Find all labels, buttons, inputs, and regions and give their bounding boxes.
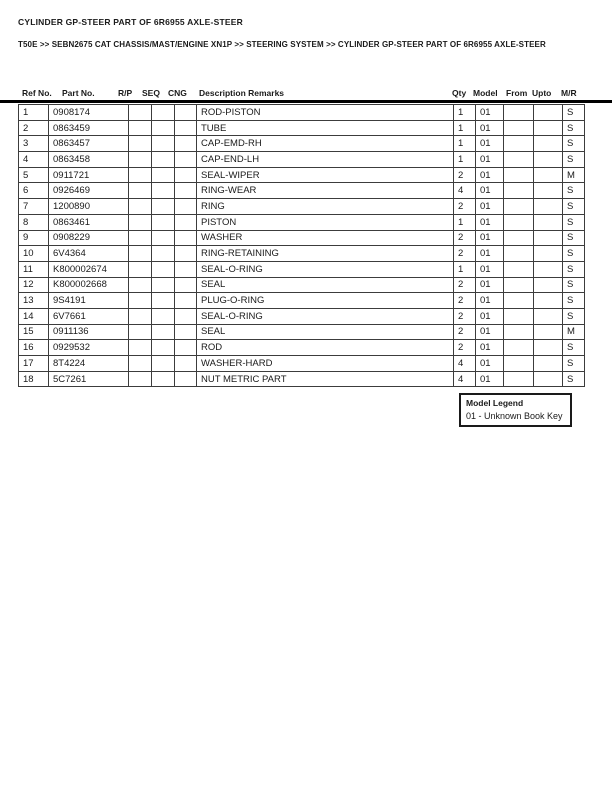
rp-cell <box>129 214 152 230</box>
column-header-qty: Qty <box>452 88 467 98</box>
page-title: CYLINDER GP-STEER PART OF 6R6955 AXLE-STEER <box>18 17 243 27</box>
rp-cell <box>129 105 152 121</box>
column-header-ref-no: Ref No. <box>22 88 52 98</box>
table-row <box>19 167 585 183</box>
rp-cell <box>129 167 152 183</box>
description-cell: WASHER <box>197 230 454 246</box>
part-no-cell: 5C7261 <box>49 371 129 387</box>
from-cell <box>504 105 534 121</box>
qty-cell: 4 <box>454 183 476 199</box>
ref-no-cell: 12 <box>19 277 49 293</box>
description-cell: SEAL-O-RING <box>197 308 454 324</box>
cng-cell <box>175 152 197 168</box>
from-cell <box>504 308 534 324</box>
table-row <box>19 152 585 168</box>
table-row <box>19 261 585 277</box>
qty-cell: 2 <box>454 293 476 309</box>
upto-cell <box>534 136 563 152</box>
upto-cell <box>534 152 563 168</box>
from-cell <box>504 230 534 246</box>
upto-cell <box>534 261 563 277</box>
seq-cell <box>152 105 175 121</box>
parts-table <box>18 104 585 387</box>
rp-cell <box>129 199 152 215</box>
cng-cell <box>175 324 197 340</box>
seq-cell <box>152 246 175 262</box>
description-cell: CAP-END-LH <box>197 152 454 168</box>
rp-cell <box>129 324 152 340</box>
rp-cell <box>129 136 152 152</box>
model-cell: 01 <box>476 214 504 230</box>
mr-cell: S <box>563 340 585 356</box>
from-cell <box>504 214 534 230</box>
ref-no-cell: 16 <box>19 340 49 356</box>
model-cell: 01 <box>476 136 504 152</box>
upto-cell <box>534 324 563 340</box>
upto-cell <box>534 308 563 324</box>
cng-cell <box>175 167 197 183</box>
rp-cell <box>129 246 152 262</box>
ref-no-cell: 18 <box>19 371 49 387</box>
upto-cell <box>534 120 563 136</box>
mr-cell: S <box>563 356 585 372</box>
model-cell: 01 <box>476 324 504 340</box>
part-no-cell: 0926469 <box>49 183 129 199</box>
rp-cell <box>129 356 152 372</box>
rp-cell <box>129 277 152 293</box>
qty-cell: 2 <box>454 246 476 262</box>
table-row <box>19 199 585 215</box>
rp-cell <box>129 261 152 277</box>
model-cell: 01 <box>476 246 504 262</box>
description-cell: SEAL <box>197 324 454 340</box>
seq-cell <box>152 324 175 340</box>
mr-cell: M <box>563 324 585 340</box>
qty-cell: 2 <box>454 199 476 215</box>
ref-no-cell: 2 <box>19 120 49 136</box>
qty-cell: 2 <box>454 308 476 324</box>
seq-cell <box>152 167 175 183</box>
seq-cell <box>152 230 175 246</box>
qty-cell: 2 <box>454 324 476 340</box>
seq-cell <box>152 120 175 136</box>
description-cell: RING-WEAR <box>197 183 454 199</box>
part-no-cell: 9S4191 <box>49 293 129 309</box>
column-header-upto: Upto <box>532 88 552 98</box>
seq-cell <box>152 136 175 152</box>
part-no-cell: 0929532 <box>49 340 129 356</box>
mr-cell: M <box>563 167 585 183</box>
description-cell: SEAL-O-RING <box>197 261 454 277</box>
ref-no-cell: 1 <box>19 105 49 121</box>
description-cell: WASHER-HARD <box>197 356 454 372</box>
model-cell: 01 <box>476 152 504 168</box>
model-cell: 01 <box>476 356 504 372</box>
parts-table-body <box>19 105 585 387</box>
model-cell: 01 <box>476 308 504 324</box>
model-cell: 01 <box>476 340 504 356</box>
seq-cell <box>152 293 175 309</box>
part-no-cell: K800002668 <box>49 277 129 293</box>
description-cell: ROD-PISTON <box>197 105 454 121</box>
upto-cell <box>534 230 563 246</box>
mr-cell: S <box>563 293 585 309</box>
ref-no-cell: 6 <box>19 183 49 199</box>
mr-cell: S <box>563 308 585 324</box>
cng-cell <box>175 120 197 136</box>
qty-cell: 2 <box>454 277 476 293</box>
rp-cell <box>129 230 152 246</box>
from-cell <box>504 340 534 356</box>
description-cell: ROD <box>197 340 454 356</box>
table-row <box>19 214 585 230</box>
cng-cell <box>175 371 197 387</box>
from-cell <box>504 120 534 136</box>
table-row <box>19 136 585 152</box>
mr-cell: S <box>563 136 585 152</box>
upto-cell <box>534 340 563 356</box>
mr-cell: S <box>563 183 585 199</box>
mr-cell: S <box>563 246 585 262</box>
mr-cell: S <box>563 105 585 121</box>
model-cell: 01 <box>476 120 504 136</box>
table-row <box>19 308 585 324</box>
column-header-part-no: Part No. <box>62 88 95 98</box>
upto-cell <box>534 356 563 372</box>
breadcrumb: T50E >> SEBN2675 CAT CHASSIS/MAST/ENGINE XN1P >> STEERING SYSTEM >> CYLINDER GP-STEER PART OF 6R6955 AXLE-STEER <box>18 40 546 49</box>
description-cell: CAP-EMD-RH <box>197 136 454 152</box>
rp-cell <box>129 308 152 324</box>
model-cell: 01 <box>476 167 504 183</box>
cng-cell <box>175 199 197 215</box>
cng-cell <box>175 356 197 372</box>
seq-cell <box>152 277 175 293</box>
ref-no-cell: 8 <box>19 214 49 230</box>
mr-cell: S <box>563 277 585 293</box>
seq-cell <box>152 340 175 356</box>
ref-no-cell: 14 <box>19 308 49 324</box>
ref-no-cell: 9 <box>19 230 49 246</box>
qty-cell: 1 <box>454 120 476 136</box>
from-cell <box>504 246 534 262</box>
table-row <box>19 324 585 340</box>
ref-no-cell: 17 <box>19 356 49 372</box>
part-no-cell: 0908229 <box>49 230 129 246</box>
model-cell: 01 <box>476 261 504 277</box>
seq-cell <box>152 371 175 387</box>
column-header-model: Model <box>473 88 498 98</box>
seq-cell <box>152 308 175 324</box>
seq-cell <box>152 183 175 199</box>
rp-cell <box>129 120 152 136</box>
ref-no-cell: 4 <box>19 152 49 168</box>
ref-no-cell: 7 <box>19 199 49 215</box>
column-header-description: Description Remarks <box>199 88 285 98</box>
part-no-cell: 0908174 <box>49 105 129 121</box>
rp-cell <box>129 183 152 199</box>
qty-cell: 4 <box>454 356 476 372</box>
part-no-cell: 0911136 <box>49 324 129 340</box>
from-cell <box>504 183 534 199</box>
column-header-cng: CNG <box>168 88 187 98</box>
table-row <box>19 105 585 121</box>
table-row <box>19 356 585 372</box>
column-header-from: From <box>506 88 528 98</box>
qty-cell: 1 <box>454 152 476 168</box>
cng-cell <box>175 246 197 262</box>
rp-cell <box>129 340 152 356</box>
table-row <box>19 120 585 136</box>
cng-cell <box>175 183 197 199</box>
description-cell: SEAL <box>197 277 454 293</box>
model-cell: 01 <box>476 293 504 309</box>
from-cell <box>504 199 534 215</box>
cng-cell <box>175 293 197 309</box>
qty-cell: 2 <box>454 340 476 356</box>
qty-cell: 1 <box>454 136 476 152</box>
from-cell <box>504 136 534 152</box>
part-no-cell: 0863458 <box>49 152 129 168</box>
part-no-cell: 8T4224 <box>49 356 129 372</box>
seq-cell <box>152 356 175 372</box>
cng-cell <box>175 105 197 121</box>
from-cell <box>504 371 534 387</box>
mr-cell: S <box>563 371 585 387</box>
part-no-cell: 0911721 <box>49 167 129 183</box>
model-cell: 01 <box>476 183 504 199</box>
part-no-cell: 1200890 <box>49 199 129 215</box>
table-row <box>19 230 585 246</box>
upto-cell <box>534 277 563 293</box>
mr-cell: S <box>563 261 585 277</box>
ref-no-cell: 10 <box>19 246 49 262</box>
description-cell: SEAL-WIPER <box>197 167 454 183</box>
qty-cell: 1 <box>454 105 476 121</box>
description-cell: PLUG-O-RING <box>197 293 454 309</box>
part-no-cell: 6V4364 <box>49 246 129 262</box>
description-cell: RING <box>197 199 454 215</box>
part-no-cell: K800002674 <box>49 261 129 277</box>
model-legend-box <box>459 393 572 427</box>
upto-cell <box>534 214 563 230</box>
seq-cell <box>152 261 175 277</box>
cng-cell <box>175 340 197 356</box>
qty-cell: 1 <box>454 214 476 230</box>
table-row <box>19 340 585 356</box>
ref-no-cell: 13 <box>19 293 49 309</box>
qty-cell: 1 <box>454 261 476 277</box>
header-divider-rule <box>0 100 612 103</box>
qty-cell: 4 <box>454 371 476 387</box>
table-row <box>19 246 585 262</box>
description-cell: NUT METRIC PART <box>197 371 454 387</box>
model-cell: 01 <box>476 277 504 293</box>
upto-cell <box>534 246 563 262</box>
upto-cell <box>534 183 563 199</box>
upto-cell <box>534 167 563 183</box>
mr-cell: S <box>563 199 585 215</box>
table-row <box>19 293 585 309</box>
part-no-cell: 6V7661 <box>49 308 129 324</box>
model-cell: 01 <box>476 105 504 121</box>
model-legend-entry: 01 - Unknown Book Key <box>466 411 563 421</box>
table-row <box>19 371 585 387</box>
table-row <box>19 183 585 199</box>
upto-cell <box>534 199 563 215</box>
table-column-headers <box>0 88 612 100</box>
seq-cell <box>152 152 175 168</box>
from-cell <box>504 324 534 340</box>
seq-cell <box>152 214 175 230</box>
from-cell <box>504 167 534 183</box>
rp-cell <box>129 152 152 168</box>
cng-cell <box>175 261 197 277</box>
description-cell: TUBE <box>197 120 454 136</box>
mr-cell: S <box>563 152 585 168</box>
model-cell: 01 <box>476 199 504 215</box>
qty-cell: 2 <box>454 167 476 183</box>
from-cell <box>504 293 534 309</box>
from-cell <box>504 152 534 168</box>
cng-cell <box>175 230 197 246</box>
mr-cell: S <box>563 230 585 246</box>
table-row <box>19 277 585 293</box>
qty-cell: 2 <box>454 230 476 246</box>
upto-cell <box>534 371 563 387</box>
column-header-rp: R/P <box>118 88 133 98</box>
rp-cell <box>129 371 152 387</box>
mr-cell: S <box>563 120 585 136</box>
model-cell: 01 <box>476 230 504 246</box>
description-cell: PISTON <box>197 214 454 230</box>
ref-no-cell: 5 <box>19 167 49 183</box>
model-cell: 01 <box>476 371 504 387</box>
column-header-mr: M/R <box>561 88 577 98</box>
upto-cell <box>534 105 563 121</box>
upto-cell <box>534 293 563 309</box>
cng-cell <box>175 277 197 293</box>
from-cell <box>504 277 534 293</box>
rp-cell <box>129 293 152 309</box>
column-header-seq: SEQ <box>142 88 160 98</box>
description-cell: RING-RETAINING <box>197 246 454 262</box>
cng-cell <box>175 308 197 324</box>
part-no-cell: 0863459 <box>49 120 129 136</box>
part-no-cell: 0863457 <box>49 136 129 152</box>
part-no-cell: 0863461 <box>49 214 129 230</box>
model-legend-title: Model Legend <box>466 398 524 408</box>
seq-cell <box>152 199 175 215</box>
mr-cell: S <box>563 214 585 230</box>
ref-no-cell: 15 <box>19 324 49 340</box>
cng-cell <box>175 214 197 230</box>
from-cell <box>504 261 534 277</box>
ref-no-cell: 11 <box>19 261 49 277</box>
cng-cell <box>175 136 197 152</box>
from-cell <box>504 356 534 372</box>
ref-no-cell: 3 <box>19 136 49 152</box>
